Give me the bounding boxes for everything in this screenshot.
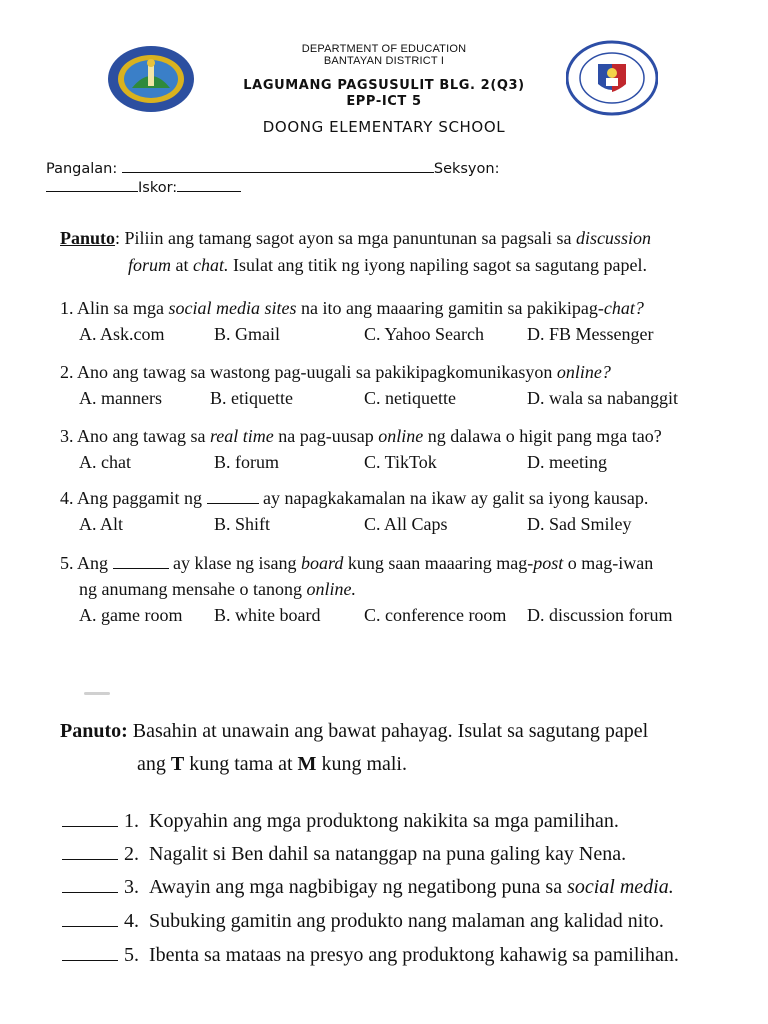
tf-item-5 bbox=[62, 944, 679, 967]
item-text: Kopyahin ang mga produktong nakikita sa mga pamilihan. bbox=[149, 810, 619, 832]
question-1-choice-d: D. FB Messenger bbox=[527, 324, 654, 344]
part2-instruction-line-1 bbox=[60, 720, 648, 743]
question-text: na pag-uusap bbox=[273, 426, 379, 446]
question-emphasis: chat? bbox=[603, 298, 644, 318]
item-number: 1. bbox=[124, 810, 139, 832]
item-emphasis: social media. bbox=[567, 876, 674, 898]
question-4-choice-a: A. Alt bbox=[79, 514, 124, 534]
question-3-choice-a: A. chat bbox=[79, 452, 131, 472]
question-2-choice-b: B. etiquette bbox=[210, 388, 293, 408]
exam-title: LAGUMANG PAGSUSULIT BLG. 2(Q3) bbox=[243, 78, 525, 93]
question-emphasis: online bbox=[378, 426, 424, 446]
instruction-text: kung tama at bbox=[184, 753, 298, 775]
instruction-emphasis: forum bbox=[128, 255, 172, 275]
question-5-choice-b: B. white board bbox=[214, 605, 321, 625]
question-4-choice-b: B. Shift bbox=[214, 514, 271, 534]
question-text: 5. Ang bbox=[60, 553, 113, 573]
name-field[interactable] bbox=[122, 158, 434, 173]
answer-blank[interactable] bbox=[62, 944, 118, 961]
answer-blank[interactable] bbox=[62, 810, 118, 827]
instruction-text: kung mali. bbox=[316, 753, 407, 775]
item-text: Subuking gamitin ang produkto nang malaman ang kalidad nito. bbox=[149, 910, 664, 932]
part1-instruction-line-2 bbox=[128, 255, 647, 276]
question-text: 3. Ano ang tawag sa bbox=[60, 426, 210, 446]
question-emphasis: online? bbox=[556, 362, 611, 382]
item-number: 4. bbox=[124, 910, 139, 932]
false-letter: M bbox=[297, 753, 317, 775]
instruction-text: Piliin ang tamang sagot ayon sa mga panuntunan sa pagsali sa bbox=[120, 228, 576, 248]
question-3-choice-c: C. TikTok bbox=[364, 452, 437, 472]
score-field[interactable] bbox=[177, 177, 241, 192]
tf-item-4 bbox=[62, 910, 664, 933]
question-emphasis: online. bbox=[306, 579, 356, 599]
question-2-choice-a: A. manners bbox=[79, 388, 162, 408]
part2-instruction-label: Panuto: bbox=[60, 720, 128, 742]
student-info-line-1 bbox=[46, 158, 746, 177]
instruction-emphasis: discussion bbox=[575, 228, 651, 248]
question-text: o mag-iwan bbox=[563, 553, 654, 573]
name-label: Pangalan: bbox=[46, 161, 118, 177]
item-text: Awayin ang mga nagbibigay ng negatibong puna sa bbox=[149, 876, 568, 898]
question-5 bbox=[60, 553, 653, 574]
question-5-choice-a: A. game room bbox=[79, 605, 183, 625]
tf-item-1 bbox=[62, 810, 619, 833]
subject-title: EPP-ICT 5 bbox=[346, 94, 422, 109]
question-4-blank bbox=[207, 488, 259, 504]
item-number: 5. bbox=[124, 944, 139, 966]
question-text: kung saan maaaring mag- bbox=[343, 553, 534, 573]
instruction-text: ang bbox=[137, 753, 171, 775]
school-name: DOONG ELEMENTARY SCHOOL bbox=[262, 118, 506, 136]
question-2-choice-c: C. netiquette bbox=[364, 388, 456, 408]
part1-instruction-label: Panuto bbox=[60, 228, 116, 248]
part2-instruction-line-2 bbox=[137, 753, 407, 776]
question-1-choice-a: A. Ask.com bbox=[79, 324, 165, 344]
question-text: 4. Ang paggamit ng bbox=[60, 488, 207, 508]
tf-item-2 bbox=[62, 843, 626, 866]
answer-blank[interactable] bbox=[62, 843, 118, 860]
question-text: 2. Ano ang tawag sa wastong pag-uugali sa pakikipagkomunikasyon bbox=[60, 362, 557, 382]
section-field[interactable] bbox=[46, 177, 138, 192]
student-info-line-2 bbox=[46, 177, 746, 196]
question-4-choice-c: C. All Caps bbox=[364, 514, 448, 534]
question-2-choice-d: D. wala sa nabanggit bbox=[527, 388, 678, 408]
question-3 bbox=[60, 426, 662, 447]
instruction-colon: : bbox=[115, 228, 121, 248]
question-5-choice-d: D. discussion forum bbox=[527, 605, 673, 625]
instruction-emphasis: chat. bbox=[193, 255, 229, 275]
score-label: Iskor: bbox=[138, 180, 178, 196]
scan-mark bbox=[84, 692, 110, 695]
question-2 bbox=[60, 362, 611, 383]
question-emphasis: board bbox=[300, 553, 344, 573]
item-text: Nagalit si Ben dahil sa natanggap na puna galing kay Nena. bbox=[149, 843, 627, 865]
question-text: ay napagkakamalan na ikaw ay galit sa iyong kausap. bbox=[258, 488, 649, 508]
question-1-choice-c: C. Yahoo Search bbox=[364, 324, 484, 344]
question-1 bbox=[60, 298, 644, 319]
item-number: 3. bbox=[124, 876, 139, 898]
item-number: 2. bbox=[124, 843, 139, 865]
question-emphasis: social media sites bbox=[168, 298, 297, 318]
instruction-text: Isulat ang titik ng iyong napiling sagot sa sagutang papel. bbox=[228, 255, 647, 275]
answer-blank[interactable] bbox=[62, 876, 118, 893]
question-text: 1. Alin sa mga bbox=[60, 298, 169, 318]
instruction-text: at bbox=[171, 255, 194, 275]
question-5-line-2 bbox=[79, 579, 356, 600]
question-3-choice-d: D. meeting bbox=[527, 452, 607, 472]
item-text: Ibenta sa mataas na presyo ang produktong kahawig sa pamilihan. bbox=[149, 944, 679, 966]
instruction-text: Basahin at unawain ang bawat pahayag. Isulat sa sagutang papel bbox=[127, 720, 649, 742]
question-emphasis: post bbox=[533, 553, 564, 573]
district-name: BANTAYAN DISTRICT I bbox=[323, 55, 445, 67]
department-name: DEPARTMENT OF EDUCATION bbox=[301, 43, 467, 55]
section-label: Seksyon: bbox=[433, 161, 500, 177]
question-5-blank bbox=[113, 553, 169, 569]
question-text: ng dalawa o higit pang mga tao? bbox=[423, 426, 662, 446]
tf-item-3 bbox=[62, 876, 674, 899]
answer-blank[interactable] bbox=[62, 910, 118, 927]
question-3-choice-b: B. forum bbox=[214, 452, 279, 472]
question-1-choice-b: B. Gmail bbox=[214, 324, 280, 344]
question-4-choice-d: D. Sad Smiley bbox=[527, 514, 632, 534]
question-4 bbox=[60, 488, 648, 509]
question-emphasis: real time bbox=[209, 426, 274, 446]
true-letter: T bbox=[170, 753, 185, 775]
part1-instruction-line-1 bbox=[60, 228, 651, 249]
question-text: ay klase ng isang bbox=[168, 553, 301, 573]
deped-seal-logo bbox=[566, 40, 658, 116]
question-text: ng anumang mensahe o tanong bbox=[79, 579, 307, 599]
question-text: na ito ang maaaring gamitin sa pakikipag- bbox=[296, 298, 604, 318]
question-5-choice-c: C. conference room bbox=[364, 605, 507, 625]
